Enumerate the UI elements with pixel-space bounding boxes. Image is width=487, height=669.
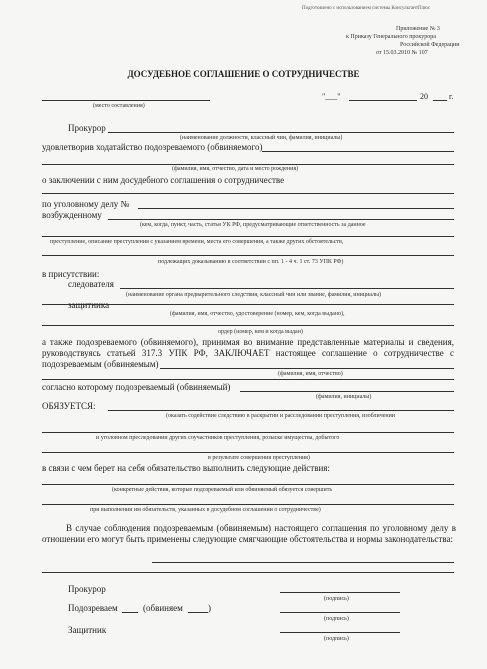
case-number-line xyxy=(138,208,454,209)
conclusion-text: о заключении с ним досудебного соглашения о сотрудничестве xyxy=(42,175,285,185)
defender-label: защитника xyxy=(68,300,110,310)
surname-initials-hint: (фамилия, инициалы) xyxy=(316,394,372,400)
assist-line xyxy=(42,432,454,433)
sign-prosecutor-label: Прокурор xyxy=(68,584,106,594)
according-text: согласно которому подозреваемый (обвиняемый) xyxy=(42,382,231,392)
sign-suspect-label-a: Подозреваем xyxy=(68,603,118,613)
petition-line xyxy=(262,151,454,152)
initiated-hint: (кем, когда, пункт, часть, статья УК РФ, предусматривающие ответственность за данное xyxy=(140,222,366,228)
petitioner-line xyxy=(42,164,454,165)
order-reference: к Приказу Генерального прокурора xyxy=(346,34,436,40)
initiated-label: возбужденному xyxy=(42,210,102,220)
watermark-text: Подготовлено с использованием системы КонсультантПлюс xyxy=(302,6,431,11)
sign-suspect-line xyxy=(280,612,400,613)
actions-line xyxy=(42,484,454,485)
conclusion-line xyxy=(42,193,454,194)
sign-defender-hint: (подпись) xyxy=(324,636,349,642)
page-title: ДОСУДЕБНОЕ СОГЛАШЕНИЕ О СОТРУДНИЧЕСТВЕ xyxy=(127,69,360,79)
presence-label: в присутствии: xyxy=(42,269,100,279)
actions-hint: (конкретные действия, которые подозреваемый или обвиняемый обязуется совершить xyxy=(112,487,333,493)
country-reference: Российской Федерации xyxy=(400,42,460,48)
sign-suspect-label-c: ) xyxy=(208,603,211,613)
sign-suspect-gap-2 xyxy=(188,612,208,613)
prosecutor-label: Прокурор xyxy=(68,123,106,133)
defender-line xyxy=(42,325,454,326)
prosecutor-line xyxy=(108,132,454,133)
obligates-line xyxy=(108,410,454,411)
prosecution-line xyxy=(42,452,454,453)
suspect-line xyxy=(160,368,454,369)
proof-line xyxy=(42,255,454,256)
sign-suspect-gap-1 xyxy=(122,612,138,613)
date-year-suffix: г. xyxy=(449,92,454,101)
crime-line xyxy=(42,236,454,237)
actions-text: в связи с чем берет на себя обязательство выполнить следующие действия: xyxy=(42,463,330,473)
obligates-label: ОБЯЗУЕТСЯ: xyxy=(42,401,96,411)
sign-suspect-hint: (подпись) xyxy=(324,616,349,622)
prosecution-hint: и уголовном преследовании других соучастников преступления, розыске имущества, добытого xyxy=(96,435,340,441)
date-day: "___" xyxy=(322,92,341,101)
prosecutor-hint: (наименование должности, классный чин, фамилия, инициалы) xyxy=(180,135,343,141)
place-line xyxy=(42,100,210,101)
sign-defender-line xyxy=(280,632,400,633)
result-hint: в результате совершения преступления) xyxy=(208,455,310,461)
petitioner-hint: (фамилия, имя, отчество, дата и место рождения) xyxy=(172,166,299,172)
sign-prosecutor-hint: (подпись) xyxy=(324,596,349,602)
place-hint: (место составления) xyxy=(93,103,145,109)
sign-defender-label: Защитник xyxy=(68,625,107,635)
according-line xyxy=(240,391,454,392)
date-year-prefix: 20 xyxy=(420,92,428,101)
sign-prosecutor-line xyxy=(280,592,400,593)
order-date: от 15.03.2010 № 107 xyxy=(376,50,428,56)
initiated-line xyxy=(108,219,454,220)
warrant-hint: ордер (номер, кем и когда выдан) xyxy=(218,329,303,335)
mitigating-line xyxy=(152,562,454,563)
case-label: по уголовному делу № xyxy=(42,199,130,209)
mitigating-line-2 xyxy=(42,572,454,573)
mitigating-paragraph: В случае соблюдения подозреваемым (обвиняемым) настоящего соглашения по уголовному делу в отношении его могут быть применены следующие смягчающие обстоятельства и нормы законодательства: xyxy=(42,523,456,544)
defender-hint: (фамилия, имя, отчество, удостоверение (номер, кем, когда выдано), xyxy=(170,311,345,317)
agreement-paragraph: а также подозреваемого (обвиняемого), принимая во внимание представленные материалы и сведения, руководствуясь статьей 317.3 УПК РФ, ЗАКЛЮЧАЕТ настоящее соглашение о сотрудничестве с подозреваемым (обвиняемым) xyxy=(42,337,454,369)
sign-suspect-label-b: (обвиняем xyxy=(143,603,183,613)
investigator-hint: (наименование органа предварительного следствия, классный чин или звание, фамилия, инициалы) xyxy=(126,292,382,298)
suspect-fio-hint: (фамилия, имя, отчество) xyxy=(278,371,343,377)
proof-hint: подлежащих доказыванию в соответствии с пп. 1 - 4 ч. 1 ст. 73 УПК РФ) xyxy=(158,259,344,265)
appendix-number: Приложение № 3 xyxy=(396,26,440,32)
petition-text: удовлетворив ходатайство подозреваемого (обвиняемого) xyxy=(42,142,263,152)
investigator-line xyxy=(120,288,454,289)
date-month-line xyxy=(349,100,417,101)
investigator-label: следователя xyxy=(68,279,114,289)
fulfill-hint: при выполнении им обязательств, указанных в досудебном соглашении о сотрудничестве) xyxy=(90,507,321,513)
crime-hint: преступление, описание преступления с указанием времени, места его совершения, а также других обстоятельств, xyxy=(50,239,344,245)
assist-hint: (оказать содействие следствию в раскрытии и расследовании преступления, изобличении xyxy=(166,413,396,419)
suspect-line-2 xyxy=(42,379,454,380)
actions-line-2 xyxy=(42,504,454,505)
date-year-line xyxy=(433,100,447,101)
